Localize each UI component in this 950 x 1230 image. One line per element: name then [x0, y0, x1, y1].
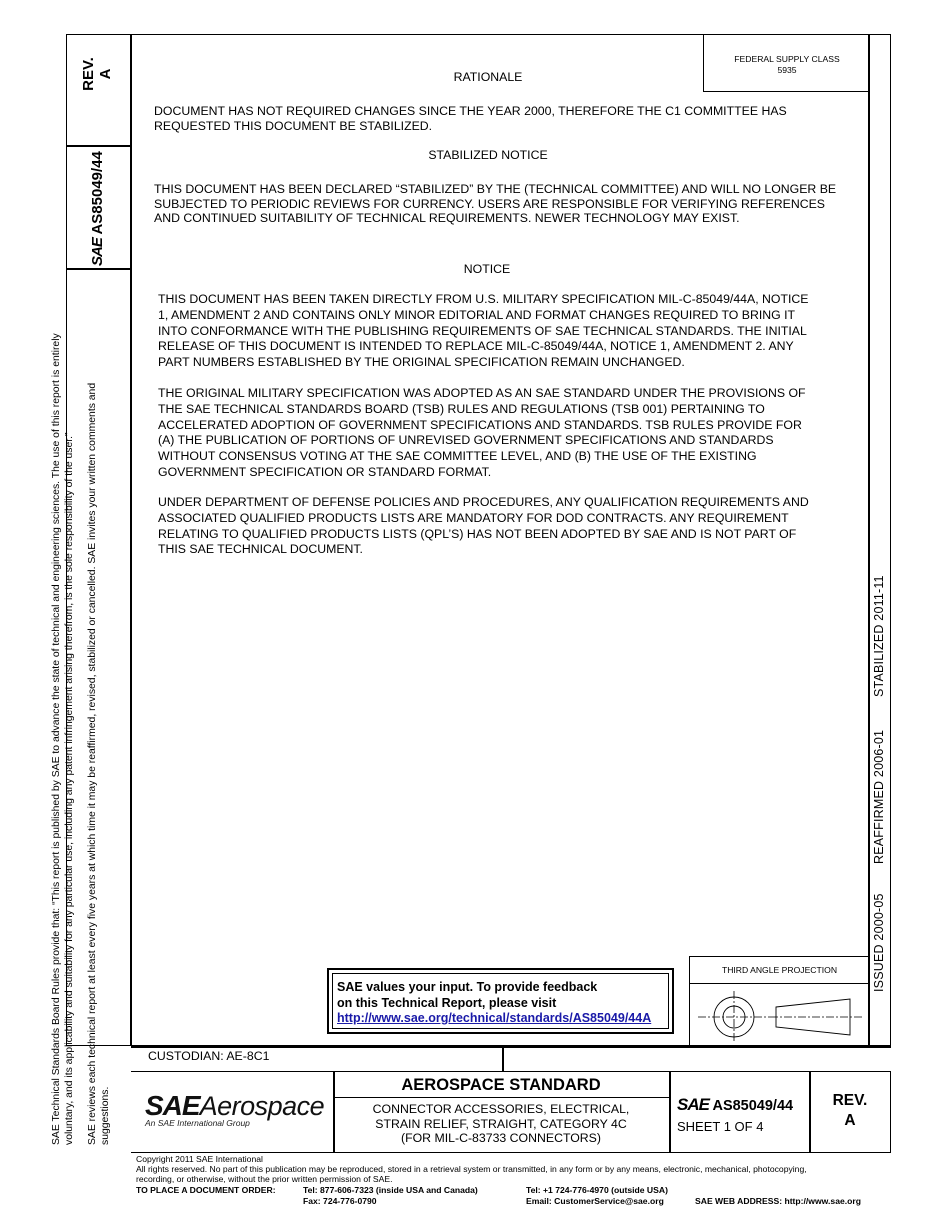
feedback-line-1: SAE values your input. To provide feedback	[337, 980, 598, 994]
footer-tel-outside: Tel: +1 724-776-4970 (outside USA)	[526, 1185, 668, 1195]
header-rev	[80, 36, 114, 112]
footer-order-label: TO PLACE A DOCUMENT ORDER:	[136, 1185, 276, 1195]
side-note-board-rules	[50, 333, 76, 1145]
feedback-box	[327, 968, 674, 1034]
title-block-rev-label: REV.	[832, 1092, 868, 1109]
federal-supply-class-value: 5935	[777, 65, 797, 75]
logo-aerospace-word: Aerospace	[199, 1091, 325, 1121]
custodian-label: CUSTODIAN: AE-8C1	[148, 1049, 270, 1063]
logo-tagline: An SAE International Group	[145, 1118, 250, 1128]
header-docnum	[89, 151, 106, 266]
side-note-line-4: suggestions.	[100, 1086, 111, 1145]
title-line-1: CONNECTOR ACCESSORIES, ELECTRICAL,	[372, 1102, 630, 1116]
third-angle-projection-icon	[690, 985, 870, 1045]
header-rev-value: A	[97, 68, 114, 80]
projection-box	[689, 956, 869, 1046]
title-line-2: STRAIN RELIEF, STRAIGHT, CATEGORY 4C	[375, 1116, 627, 1131]
footer-rights-1: All rights reserved. No part of this publication may be reproduced, stored in a retrieval system or transmitted, in any form or by any means, electronic, mechanical, photocopying,	[136, 1164, 807, 1174]
federal-supply-class-box	[703, 34, 870, 92]
side-note-review	[86, 383, 112, 1145]
sae-aerospace-logo	[145, 1090, 324, 1128]
footer-rights-2: recording, or otherwise, without the prior written permission of SAE.	[136, 1174, 393, 1184]
notice-paragraph-3: UNDER DEPARTMENT OF DEFENSE POLICIES AND PROCEDURES, ANY QUALIFICATION REQUIREMENTS AND ASSOCIATED QUALIFIED PRODUCTS LISTS ARE MANDATORY FOR DOD CONTRACTS. ANY REQUIREMENT RELATING TO QUALIFIED PRODUCTS LISTS (QPL’S) HAS NOT BEEN ADOPTED BY SAE AND IS NOT PART OF THIS SAE TECHNICAL DOCUMENT.	[158, 495, 809, 557]
feedback-inner	[332, 973, 669, 1029]
feedback-link[interactable]: http://www.sae.org/technical/standards/AS85049/44A	[337, 1011, 652, 1025]
sae-docmark-icon: SAE	[677, 1095, 709, 1114]
title-block-rev	[809, 1091, 891, 1131]
federal-supply-class-label: FEDERAL SUPPLY CLASS	[734, 54, 840, 64]
header-rev-label: REV.	[80, 57, 97, 91]
sheet-number: SHEET 1 OF 4	[677, 1119, 764, 1134]
footer-fax: Fax: 724-776-0790	[303, 1196, 377, 1206]
rationale-text: DOCUMENT HAS NOT REQUIRED CHANGES SINCE THE YEAR 2000, THEREFORE THE C1 COMMITTEE HAS REQUESTED THIS DOCUMENT BE STABILIZED.	[154, 104, 787, 133]
stamp-stabilized: STABILIZED 2011-11	[872, 575, 886, 697]
feedback-line-2: on this Technical Report, please visit	[337, 995, 557, 1010]
right-column-divider	[868, 34, 870, 1046]
stabilized-text: THIS DOCUMENT HAS BEEN DECLARED “STABILIZED” BY THE (TECHNICAL COMMITTEE) AND WILL NO LONGER BE SUBJECTED TO PERIODIC REVIEWS FOR CURRENCY. USERS ARE RESPONSIBLE FOR VERIFYING REFERENCES AND CONTINUED SUITABILITY OF TECHNICAL REQUIREMENTS. NEWER TECHNOLOGY MAY EXIST.	[154, 182, 837, 225]
footer-web-address[interactable]: SAE WEB ADDRESS: http://www.sae.org	[695, 1196, 861, 1206]
projection-label-divider	[690, 983, 870, 984]
document-title	[333, 1102, 669, 1146]
footer-tel-usa: Tel: 877-606-7323 (inside USA and Canada)	[303, 1185, 478, 1195]
sae-logo-mark-icon: SAE	[145, 1090, 200, 1121]
header-doc-number: AS85049/44	[89, 151, 106, 235]
aerospace-standard-divider	[333, 1097, 669, 1098]
custodian-divider	[502, 1046, 504, 1072]
docnum-box-divider	[66, 268, 131, 270]
sae-logo-icon: SAE	[89, 238, 106, 266]
notice-paragraph-1: THIS DOCUMENT HAS BEEN TAKEN DIRECTLY FROM U.S. MILITARY SPECIFICATION MIL-C-85049/44A, NOTICE 1, AMENDMENT 2 AND CONTAINS ONLY MINOR EDITORIAL AND FORMAT CHANGES REQUIRED TO BRING IT INTO CONFORMANCE WITH THE PUBLISHING REQUIREMENTS OF SAE TECHNICAL STANDARDS. THE INITIAL RELEASE OF THIS DOCUMENT IS INTENDED TO REPLACE MIL-C-85049/44A, NOTICE 1, AMENDMENT 2. ANY PART NUMBERS ESTABLISHED BY THE ORIGINAL SPECIFICATION REMAIN UNCHANGED.	[158, 292, 809, 370]
standard-type: AEROSPACE STANDARD	[401, 1076, 601, 1094]
title-block-doc-number: AS85049/44	[712, 1098, 794, 1114]
footer-copyright: Copyright 2011 SAE International	[136, 1154, 263, 1164]
stamp-issued: ISSUED 2000-05	[872, 893, 886, 992]
footer-email[interactable]: Email: CustomerService@sae.org	[526, 1196, 664, 1206]
rev-box-divider	[66, 145, 131, 147]
stabilized-title: STABILIZED NOTICE	[428, 148, 548, 162]
side-note-line-1: SAE Technical Standards Board Rules provide that: “This report is published by SAE to advance the state of technical and engineering sciences. The use of this report is entirely	[51, 333, 62, 1145]
projection-label: THIRD ANGLE PROJECTION	[721, 965, 838, 975]
notice-title: NOTICE	[463, 262, 511, 276]
side-note-line-3: SAE reviews each technical report at least every five years at which time it may be reaffirmed, revised, stabilized or cancelled. SAE invites your written comments and	[87, 382, 98, 1145]
side-note-line-2: voluntary, and its applicability and suitability for any particular use, including any patent infringement arising therefrom, is the sole responsibility of the user.”	[64, 432, 75, 1145]
stamp-reaffirmed: REAFFIRMED 2006-01	[872, 729, 886, 864]
title-line-3: (FOR MIL-C-83733 CONNECTORS)	[401, 1131, 601, 1145]
title-block-docnum	[677, 1095, 793, 1115]
notice-paragraph-2: THE ORIGINAL MILITARY SPECIFICATION WAS ADOPTED AS AN SAE STANDARD UNDER THE PROVISIONS OF THE SAE TECHNICAL STANDARDS BOARD (TSB) RULES AND REGULATIONS (TSB 001) PERTAINING TO ACCELERATED ADOPTION OF GOVERNMENT SPECIFICATIONS AND STANDARDS. TSB RULES PROVIDE FOR (A) THE PUBLICATION OF PORTIONS OF UNREVISED GOVERNMENT SPECIFICATIONS AND STANDARDS WITHOUT CONSENSUS VOTING AT THE SAE COMMITTEE LEVEL, AND (B) THE USE OF THE EXISTING GOVERNMENT SPECIFICATION OR STANDARD FORMAT.	[158, 386, 806, 479]
title-block-rev-value: A	[844, 1112, 856, 1129]
left-column-divider	[130, 34, 132, 1046]
title-cell-divider	[669, 1072, 671, 1153]
rationale-title: RATIONALE	[453, 70, 523, 84]
